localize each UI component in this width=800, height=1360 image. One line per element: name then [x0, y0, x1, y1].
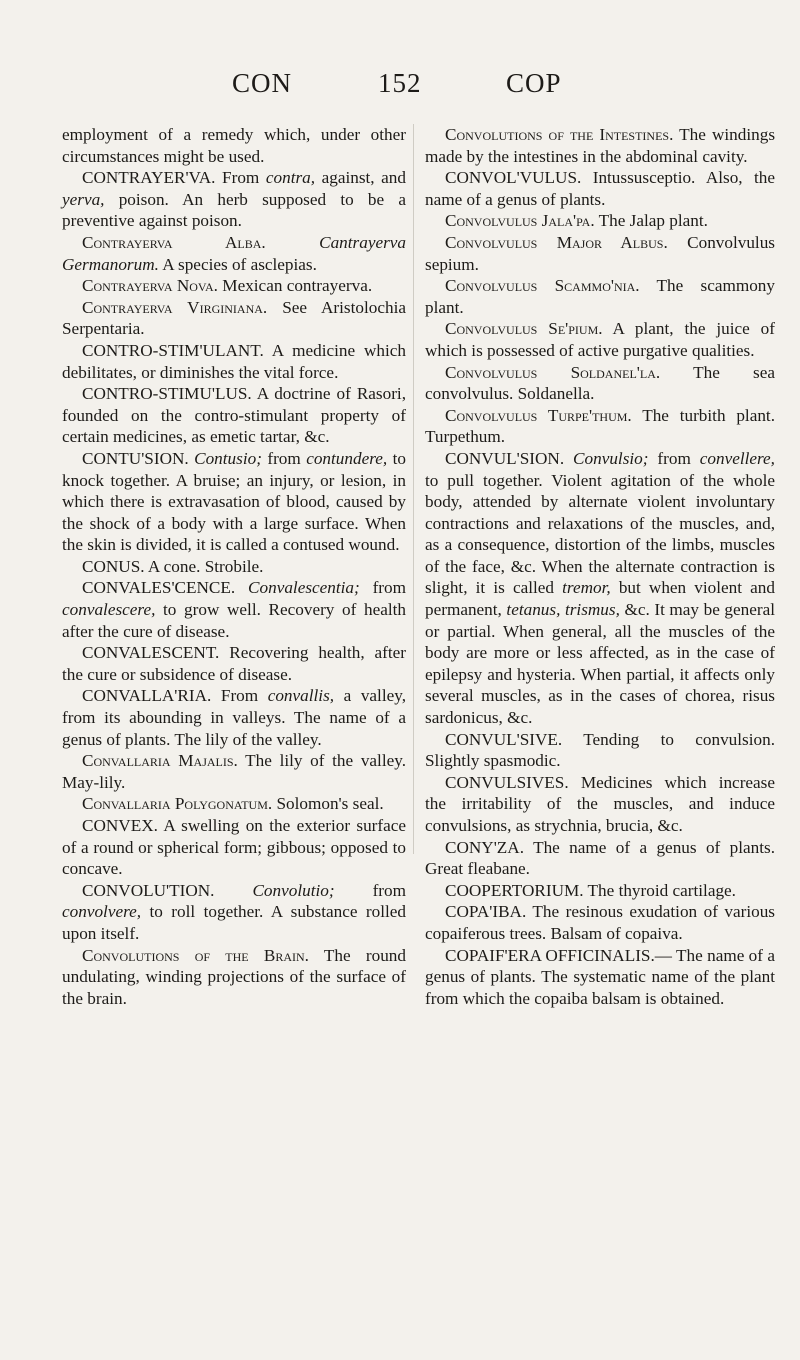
- entry-text: From: [215, 168, 266, 188]
- dictionary-entry: [62, 124, 406, 167]
- dictionary-entry: [62, 880, 406, 945]
- dictionary-entry: [425, 318, 775, 361]
- dictionary-entry: [62, 642, 406, 685]
- dictionary-entry: [62, 556, 406, 578]
- dictionary-entry: [425, 729, 775, 772]
- entry-headword: CONTRAYER'VA.: [82, 168, 216, 188]
- entry-text: The sea convolvulus. Soldanella.: [425, 362, 775, 404]
- page-number: 152: [378, 68, 422, 98]
- entry-headword: Convallaria Polygonatum.: [82, 794, 273, 814]
- dictionary-entry: [425, 945, 775, 1010]
- entry-italic: Cantrayerva Germanorum.: [62, 232, 406, 274]
- entry-text: Tending to convulsion. Slightly spasmodic.: [425, 729, 775, 771]
- entry-italic: convallis,: [267, 686, 335, 706]
- entry-text: A medicine which debilitates, or diminishes the vital force.: [62, 340, 406, 382]
- entry-italic: convalescere,: [62, 600, 156, 620]
- entry-italic: yerva,: [62, 189, 105, 209]
- entry-italic: Convalescentia;: [235, 578, 360, 598]
- entry-headword: CONUS.: [82, 556, 145, 576]
- entry-headword: Contrayerva Virginiana.: [82, 297, 268, 317]
- dictionary-entry: [62, 297, 406, 340]
- entry-headword: CONVALESCENT.: [82, 643, 220, 663]
- dictionary-entry: [425, 210, 775, 232]
- dictionary-entry: [425, 167, 775, 210]
- entry-text: The Jalap plant.: [594, 211, 708, 231]
- entry-headword: CONY'ZA.: [445, 837, 525, 857]
- entry-headword: CONTRO-STIMU'LUS.: [82, 384, 252, 404]
- entry-text: from: [359, 578, 406, 598]
- dictionary-entry: [62, 750, 406, 793]
- dictionary-entry: [425, 362, 775, 405]
- dictionary-entry: [425, 275, 775, 318]
- entry-italic: contra,: [265, 168, 316, 188]
- dictionary-entry: [62, 685, 406, 750]
- entry-italic: Convolutio;: [214, 880, 335, 900]
- left-column: [62, 124, 406, 1009]
- entry-text: The windings made by the intestines in the abdominal cavity.: [425, 125, 776, 166]
- entry-headword: CONVUL'SIVE.: [445, 729, 563, 749]
- entry-text: to knock together. A bruise; an injury, or lesion, in which there is extravasation of blood, caused by the shock of a body with a large surface. When the skin is divided, it is called a contused wound.: [62, 448, 406, 555]
- entry-text: Medicines which increase the irritability of the muscles, and induce convulsions, as strychnia, brucia, &c.: [425, 772, 775, 835]
- entry-text: Intussusceptio. Also, the name of a genus of plants.: [425, 168, 775, 209]
- entry-italic: convellere,: [699, 448, 775, 468]
- dictionary-entry: [425, 405, 775, 448]
- entry-text: A swelling on the exterior surface of a round or spherical form; gibbous; opposed to concave.: [62, 816, 406, 879]
- right-column: [425, 124, 775, 1009]
- entry-italic: Contusio;: [188, 448, 262, 468]
- entry-text: A species of asclepias.: [158, 254, 317, 274]
- entry-text: against, and: [315, 168, 406, 188]
- entry-text: The round undulating, winding projections of the surface of the brain.: [62, 945, 406, 1008]
- entry-italic: contundere,: [306, 448, 388, 468]
- entry-headword: CONVEX.: [82, 816, 158, 835]
- entry-text: A doctrine of Rasori, founded on the contro-stimulant property of certain medicines, as emetic tartar, &c.: [62, 384, 406, 447]
- entry-text: from: [334, 880, 406, 900]
- entry-headword: COPAIF'ERA OFFICINALIS.: [445, 945, 655, 965]
- header-left-word: CON: [232, 68, 293, 98]
- dictionary-entry: [62, 275, 406, 297]
- entry-text: Recovering health, after the cure or subsidence of disease.: [62, 643, 406, 684]
- entry-text: poison. An herb supposed to be a preventive against poison.: [62, 189, 406, 231]
- entry-text: a valley, from its abounding in valleys. The name of a genus of plants. The lily of the valley.: [62, 686, 406, 749]
- entry-text: See Aristolochia Serpentaria.: [62, 297, 406, 339]
- entry-headword: CONTU'SION.: [82, 448, 189, 468]
- entry-headword: CONVOLU'TION.: [82, 880, 215, 900]
- entry-text: &c. It may be general or partial. When general, all the muscles of the body are more or less affected, as in the case of epilepsy and hysteria. When partial, it affects only several muscles, as in the cases of chorea, risus sardonicus, &c.: [425, 600, 775, 728]
- entry-text: A plant, the juice of which is possessed of active purgative qualities.: [425, 319, 775, 360]
- entry-text: to pull together. Violent agitation of the whole body, attended by alternate violent involuntary contractions and relaxations of the muscles, and, as a consequence, distortion of the limbs, muscles of the face, &c. When the alternate contraction is slight, it is called: [425, 470, 775, 598]
- entry-headword: Convolvulus Se'pium.: [445, 319, 603, 339]
- dictionary-entry: [425, 448, 775, 729]
- dictionary-entry: [425, 880, 775, 902]
- entry-text: Convolvulus sepium.: [425, 232, 775, 274]
- dictionary-entry: [62, 815, 406, 880]
- dictionary-entry: [62, 945, 406, 1010]
- entry-italic: tremor,: [562, 578, 611, 598]
- entry-text: From: [211, 686, 268, 706]
- entry-italic: tetanus, trismus,: [506, 600, 620, 620]
- dictionary-entry: [425, 901, 775, 944]
- entry-text: but when violent and permanent,: [425, 578, 775, 620]
- entry-headword: Convolutions of the Intestines.: [445, 125, 674, 144]
- entry-text: The resinous exudation of various copaiferous trees. Balsam of copaiva.: [425, 902, 775, 943]
- entry-text: from: [261, 448, 307, 468]
- entry-headword: Convolvulus Jala'pa.: [445, 211, 595, 231]
- entry-text: The thyroid cartilage.: [583, 880, 736, 900]
- dictionary-entry: [62, 232, 406, 275]
- dictionary-entry: [425, 837, 775, 880]
- dictionary-entry: [62, 793, 406, 815]
- entry-headword: Convolutions of the Brain.: [82, 945, 309, 965]
- entry-text: Solomon's seal.: [272, 794, 384, 814]
- entry-headword: CONVOL'VULUS.: [445, 168, 582, 188]
- dictionary-entry: [425, 772, 775, 837]
- entry-text: The lily of the valley. May-lily.: [62, 751, 406, 792]
- entry-headword: Convolvulus Soldanel'la.: [445, 362, 661, 382]
- entry-italic: Convulsio;: [564, 448, 649, 468]
- dictionary-entry: [62, 340, 406, 383]
- dictionary-entry: [425, 124, 775, 167]
- running-header: [0, 68, 800, 108]
- dictionary-entry: [62, 167, 406, 232]
- entry-headword: Convolvulus Major Albus.: [445, 232, 668, 252]
- entry-text: to roll together. A substance rolled upon itself.: [62, 902, 406, 943]
- entry-text: The turbith plant. Turpethum.: [425, 405, 775, 447]
- entry-headword: Contrayerva Alba.: [82, 232, 266, 252]
- header-right-word: COP: [506, 68, 562, 98]
- dictionary-entry: [62, 448, 406, 556]
- entry-text: from: [648, 448, 700, 468]
- entry-headword: Contrayerva Nova.: [82, 276, 218, 296]
- entry-text: — The name of a genus of plants. The systematic name of the plant from which the copaiba balsam is obtained.: [425, 945, 775, 1008]
- dictionary-entry: [425, 232, 775, 275]
- entry-text: Mexican contrayerva.: [217, 276, 373, 296]
- entry-headword: CONVUL'SION.: [445, 448, 565, 468]
- entry-headword: Convallaria Majalis.: [82, 751, 238, 771]
- column-divider: [413, 124, 414, 854]
- entry-text: employment of a remedy which, under other circumstances might be used.: [62, 125, 406, 166]
- entry-text: to grow well. Recovery of health after the cure of disease.: [62, 600, 406, 641]
- entry-italic: convolvere,: [62, 902, 142, 922]
- entry-headword: CONVALES'CENCE.: [82, 578, 236, 598]
- entry-headword: COPA'IBA.: [445, 902, 527, 922]
- entry-text: A cone. Strobile.: [144, 556, 264, 576]
- entry-headword: Convolvulus Scammo'nia.: [445, 276, 640, 296]
- entry-headword: CONTRO-STIM'ULANT.: [82, 340, 264, 360]
- entry-text: The scammony plant.: [425, 276, 775, 317]
- entry-headword: COOPERTORIUM.: [445, 880, 584, 900]
- entry-text: The name of a genus of plants. Great fleabane.: [425, 837, 775, 879]
- dictionary-entry: [62, 383, 406, 448]
- entry-headword: Convolvulus Turpe'thum.: [445, 405, 632, 425]
- entry-headword: CONVALLA'RIA.: [82, 686, 212, 706]
- entry-headword: CONVULSIVES.: [445, 772, 569, 792]
- dictionary-entry: [62, 577, 406, 642]
